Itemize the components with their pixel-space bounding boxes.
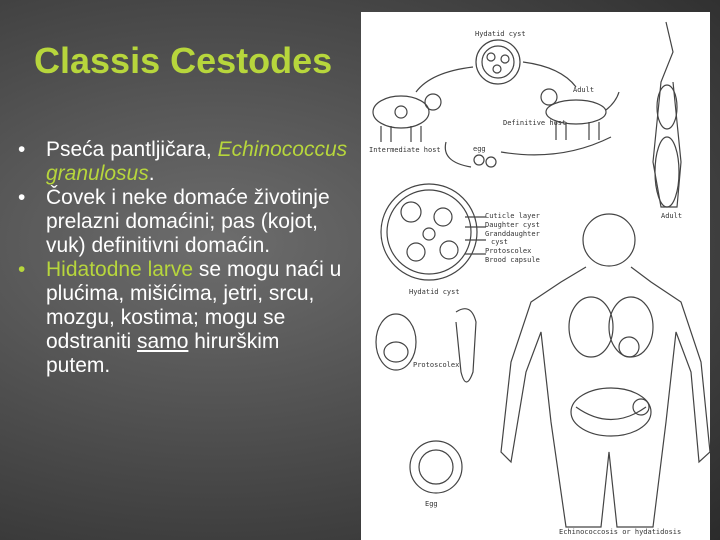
cycle-arrow	[416, 67, 473, 92]
bullet-text: Čovek i neke domaće životinje prelazni domaćini; pas (kojot, vuk) definitivni domaćin.	[46, 186, 330, 257]
human-figure-icon	[583, 214, 635, 266]
bullet-dot: •	[18, 258, 26, 281]
label-protoscolex: Protoscolex	[485, 247, 532, 255]
life-cycle-illustration	[361, 12, 710, 540]
egg-icon	[410, 441, 462, 493]
underlined-word: samo	[137, 330, 189, 353]
label-intermediate-host: Intermediate host	[369, 146, 441, 154]
highlighted-term: Hidatodne larve	[46, 258, 194, 281]
bullet-text-end: .	[148, 162, 155, 185]
cycle-arrow	[523, 62, 576, 87]
hydatid-cyst-icon	[381, 184, 477, 280]
label-brood-capsule: Brood capsule	[485, 256, 540, 264]
egg-icon	[474, 155, 484, 165]
bullet-item	[18, 186, 348, 258]
label-granddaughter: Granddaughter	[485, 230, 540, 238]
bullet-text: se mogu naći u plućima, mišićima, jetri, srcu, mozgu, kostima; mogu se odstraniti	[46, 258, 342, 353]
cycle-arrow	[445, 142, 471, 167]
slide-title: Classis Cestodes	[34, 40, 333, 81]
sheep-icon	[373, 96, 429, 128]
bullet-text-end: hirurškim putem.	[46, 330, 280, 377]
label-adult-worm: Adult	[661, 212, 683, 220]
figure-caption: Echinococcosis or hydatidosis	[559, 528, 682, 536]
bullet-item	[18, 138, 348, 186]
protoscolex-icon	[456, 309, 476, 382]
species-name: Echinococcus granulosus	[46, 138, 348, 185]
bullet-text: Pseća pantljičara,	[46, 138, 218, 161]
bullet-dot: •	[18, 186, 26, 209]
label-definitive-host: Definitive host	[503, 119, 567, 127]
bullet-item	[18, 258, 348, 378]
label-cuticle: Cuticle layer	[485, 212, 540, 220]
label-cyst: cyst	[491, 238, 508, 246]
label-daughter-cyst: Daughter cyst	[485, 221, 540, 229]
label-protoscolex-left: Protoscolex	[413, 361, 460, 369]
label-egg: Egg	[425, 500, 438, 508]
label-adult: Adult	[573, 86, 595, 94]
label-hydatid-cyst: Hydatid cyst	[409, 288, 460, 296]
label-hydatid-cyst-top: Hydatid cyst	[475, 30, 526, 38]
bullet-dot: •	[18, 138, 26, 161]
label-egg-top: egg	[473, 145, 486, 153]
bullet-list	[18, 138, 348, 378]
